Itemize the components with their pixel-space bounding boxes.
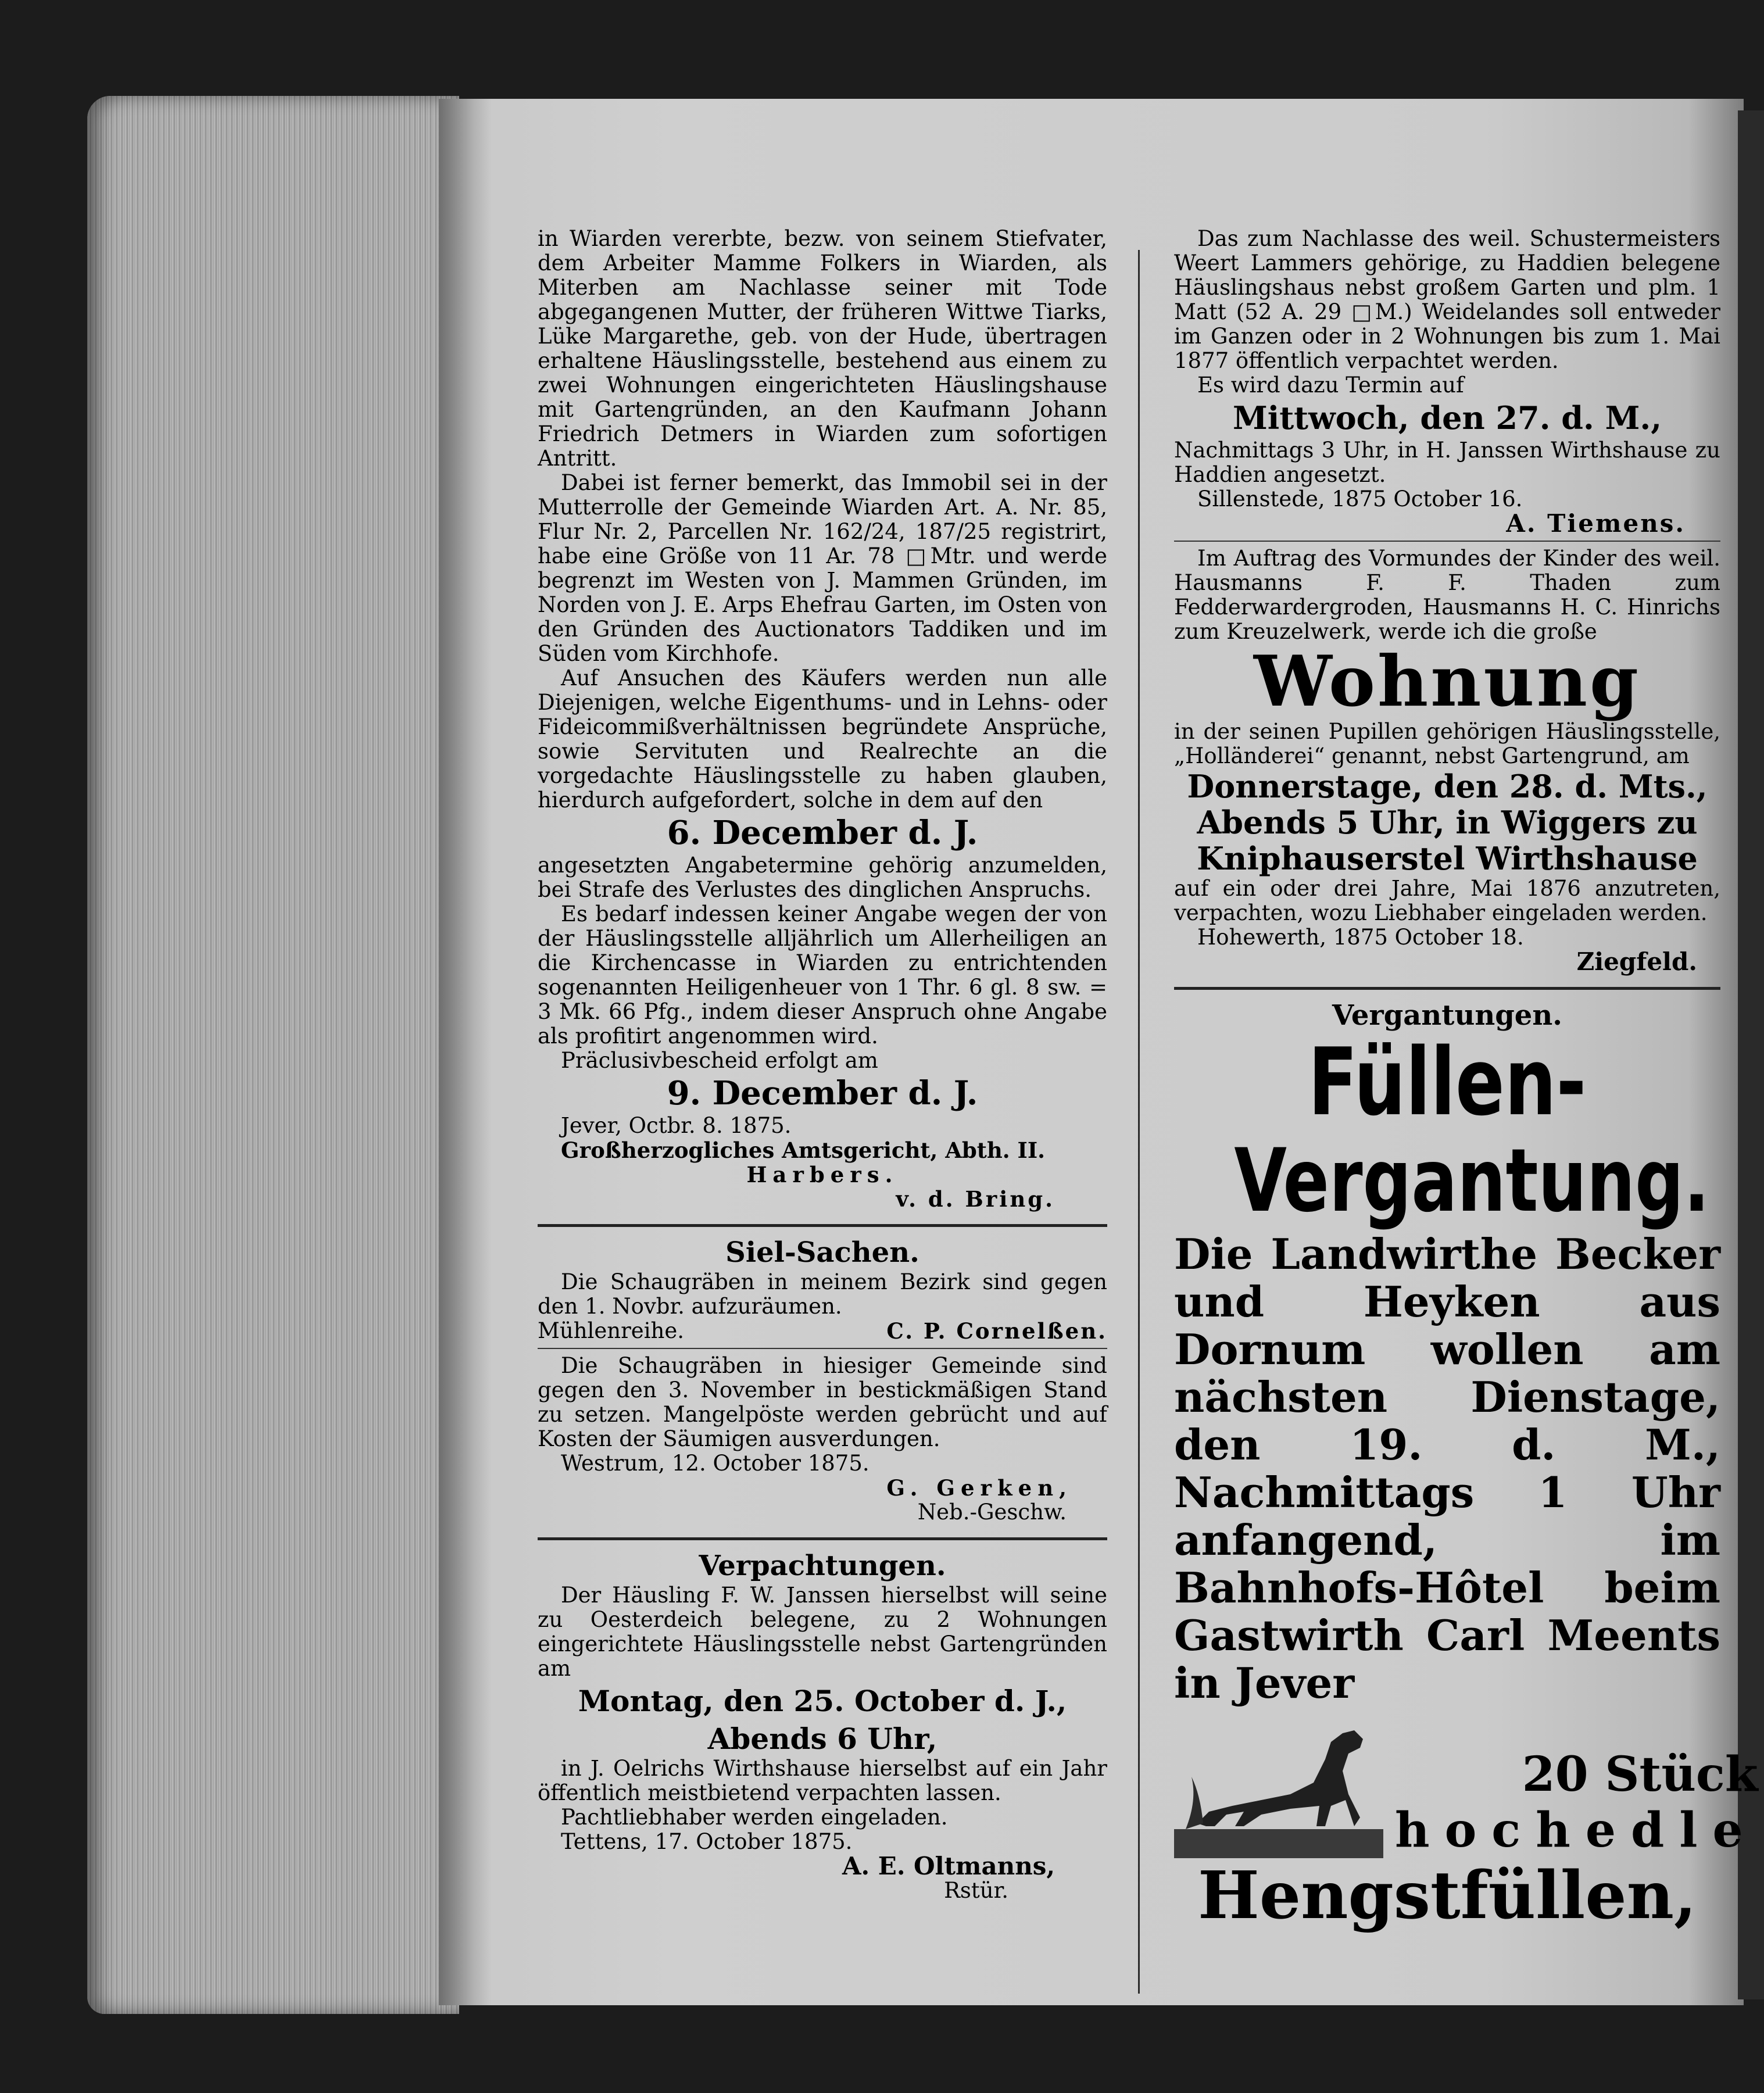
quantity: 20 Stück [1522,1747,1758,1802]
horse-text [1395,1747,1758,1858]
notice-paragraph: Es bedarf indessen keiner Angabe wegen der von der Häuslingsstelle alljährlich um Allerheiligen an die Kirchencasse in Wiarden zu entrichtenden sogenannten Heiligenheuer von 1 Thr. 6 gl. 8 sw. = 3 Mk. 66 Pfg., indem dieser Anspruch ohne Angabe als profitirt angenommen wird. [538,901,1107,1049]
notice-time: Abends 6 Uhr, [707,1722,938,1756]
notice-paragraph: Es wird dazu Termin auf [1197,373,1464,398]
notice-paragraph: Auf Ansuchen des Käufers werden nun alle Diejenigen, welche Eigenthums- und in Lehns- oder Fideicommißverhältnissen begründete Ansprüche, sowie Servituten und Realrechte an die vorgedachte Häuslingsstelle zu haben glauben, hierdurch aufgefordert, solche in dem auf den [538,666,1107,813]
divider [538,1348,1107,1349]
notice-paragraph: in J. Oelrichs Wirthshause hierselbst auf ein Jahr öffentlich meistbietend verpachten lassen. [538,1756,1107,1805]
section-rule [538,1224,1107,1227]
notice-paragraph: Pachtliebhaber werden eingeladen. [561,1805,948,1830]
section-rule [1174,987,1720,990]
spine-shadow [439,99,491,2005]
section-title: Verpachtungen. [699,1550,946,1582]
headline-fuellen: Füllen- [1308,1028,1587,1136]
signature-role: Neb.-Geschw. [917,1500,1067,1525]
notice-paragraph: Dabei ist ferner bemerkt, das Immobil sei in der Mutterrolle der Gemeinde Wiarden Art. A. Nr. 85, Flur Nr. 2, Parcellen Nr. 162/24, 187/25 registrirt, habe eine Größe von 11 Ar. 78 □Mtr. und werde begrenzt im Westen von J. Mammen Gründen, im Norden von J. E. Arps Ehefrau Garten, im Osten von den Gründen des Auctionators Taddiken und im Süden vom Kirchhofe. [538,470,1107,666]
notice-paragraph: angesetzten Angabetermine gehörig anzumelden, bei Strafe des Verlustes des dinglichen Anspruchs. [538,853,1107,902]
section-title: Vergantungen. [1332,999,1562,1032]
notice-paragraph: Das zum Nachlasse des weil. Schustermeisters Weert Lammers gehörige, zu Haddien belegene Häuslingshaus nebst großem Garten und plm. 1 Matt (52 A. 29 □M.) Weidelandes soll entweder im Ganzen oder in 2 Wohnungen bis zum 1. Mai 1877 öffentlich verpachtet werden. [1174,226,1720,373]
left-column [538,227,1107,1903]
court-name: Großherzogliches Amtsgericht, Abth. II. [561,1137,1046,1163]
notice-date: 9. December d. J. [667,1074,978,1112]
headline-wohnung: Wohnung [1254,641,1641,722]
signature: A. E. Oltmanns, [842,1852,1055,1880]
signature-role: Rstür. [944,1878,1008,1903]
signature: C. P. Cornelßen. [886,1318,1107,1344]
place-date: Westrum, 12. October 1875. [561,1451,870,1476]
signature: Ziegfeld. [1576,947,1697,976]
signature: G. Gerken, [886,1475,1072,1501]
quality: hochedle [1395,1802,1758,1858]
place-date: Sillenstede, 1875 October 16. [1197,486,1523,511]
signature: A. Tiemens. [1506,509,1686,538]
notice-paragraph: Präclusivbescheid erfolgt am [561,1048,878,1073]
notice-paragraph: in Wiarden vererbte, bezw. von seinem Stiefvater, dem Arbeiter Mamme Folkers in Wiarden, als Miterben am Nachlasse seiner mit Tode abgegangenen Mutter, der früheren Wittwe Tiarks, Lüke Margarethe, geb. von der Hude, übertragen erhaltene Häuslingsstelle, bestehend aus einem zu zwei Wohnungen eingerichteten Häuslingshause mit Gartengründen, an den Kaufmann Johann Friedrich Detmers in Wiarden zum sofortigen Antritt. [538,226,1107,471]
right-column [1174,226,1758,1934]
signature: v. d. Bring. [896,1186,1055,1212]
headline-vergantung: Vergantung. [1234,1130,1710,1232]
notice-paragraph: Im Auftrag des Vormundes der Kinder des weil. Hausmanns F. F. Thaden zum Fedderwardergroden, Hausmanns H. C. Hinrichs zum Kreuzelwerk, werde ich die große [1174,546,1720,644]
notice-inn: Kniphauserstel Wirthshause [1197,840,1698,877]
notice-date: Mittwoch, den 27. d. M., [1232,399,1662,437]
auction-text: Die Landwirthe Becker und Heyken aus Dornum wollen am nächsten Dienstage, den 19. d. M., Nachmittags 1 Uhr anfangend, im Bahnhofs-Hôtel beim Gastwirth Carl Meents in Jever [1174,1229,1720,1708]
notice-paragraph: Die Schaugräben in hiesiger Gemeinde sind gegen den 3. November in bestickmäßigen Stand zu setzen. Mangelpöste werden gebrücht und auf Kosten der Säumigen ausverdungen. [538,1353,1107,1451]
section-rule [538,1537,1107,1540]
notice-paragraph: Nachmittags 3 Uhr, in H. Janssen Wirthshause zu Haddien angesetzt. [1174,438,1720,487]
place-date: Jever, Octbr. 8. 1875. [561,1113,792,1138]
notice-paragraph: auf ein oder drei Jahre, Mai 1876 anzutreten, verpachten, wozu Liebhaber eingeladen werden. [1174,876,1720,925]
headline-hengstfuellen: Hengstfüllen, [1198,1858,1697,1934]
signature: Harbers. [746,1162,899,1187]
place-date: Hohewerth, 1875 October 18. [1197,925,1524,950]
horse-illustration-icon [1174,1707,1383,1858]
notice-time: Abends 5 Uhr, in Wiggers zu [1197,804,1698,841]
place: Mühlenreihe. [538,1318,685,1343]
notice-footer [538,1319,1107,1343]
place-date: Tettens, 17. October 1875. [561,1829,853,1854]
page-edges [87,96,459,2014]
divider [1174,541,1720,542]
notice-paragraph: Die Schaugräben in meinem Bezirk sind gegen den 1. Novbr. aufzuräumen. [538,1269,1107,1319]
right-edge [1738,110,1764,1999]
notice-date: Donnerstage, den 28. d. Mts., [1187,768,1708,805]
column-divider [1138,250,1140,1994]
notice-date: Montag, den 25. October d. J., [578,1684,1067,1718]
notice-date: 6. December d. J. [667,814,978,852]
section-title: Siel-Sachen. [725,1236,919,1269]
horse-row [1174,1707,1758,1858]
notice-paragraph: Der Häusling F. W. Janssen hierselbst will seine zu Oesterdeich belegene, zu 2 Wohnungen eingerichtete Häuslingsstelle nebst Gartengründen am [538,1583,1107,1681]
notice-paragraph: in der seinen Pupillen gehörigen Häuslingsstelle, „Holländerei“ genannt, nebst Gartengrund, am [1174,719,1720,768]
